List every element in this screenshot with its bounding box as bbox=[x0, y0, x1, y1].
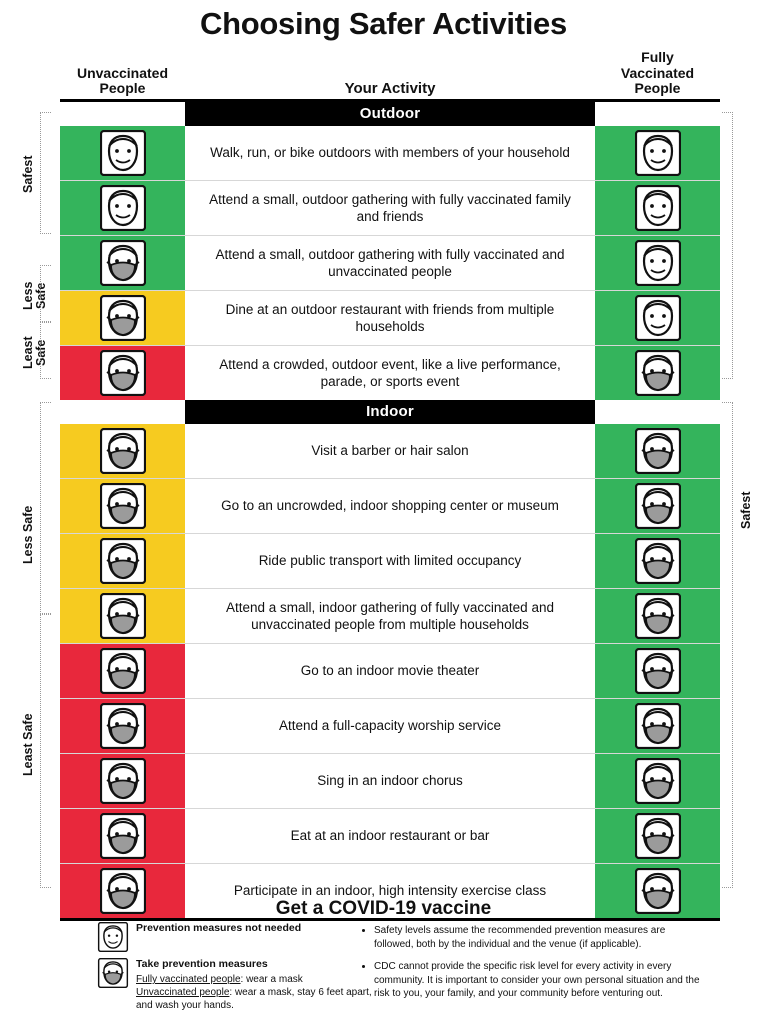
unvaccinated-risk-cell bbox=[60, 181, 185, 235]
risk-label-safest-vaccinated: Safest bbox=[739, 491, 753, 529]
footer-note-1: • Safety levels assume the recommended prevention measures are followed, both by the individual and the venue (if applicable). bbox=[374, 924, 700, 951]
footer-note-2: • CDC cannot provide the specific risk level for every activity in every community. It is important to consider your own personal situation and the risk to you, your family, and your community before venturing out. bbox=[374, 960, 700, 1001]
activity-label: Dine at an outdoor restaurant with friends from multiple households bbox=[225, 301, 555, 335]
legend bbox=[96, 922, 386, 1018]
vaccinated-risk-cell bbox=[595, 534, 720, 588]
vaccinated-risk-cell bbox=[595, 644, 720, 698]
header-unvaccinated-line2: People bbox=[99, 80, 146, 97]
risk-label-less-safe-indoor: Less Safe bbox=[21, 505, 35, 565]
header-unvaccinated bbox=[60, 66, 185, 97]
bracket-less-safe-indoor bbox=[40, 402, 51, 614]
unvaccinated-risk-cell bbox=[60, 754, 185, 808]
legend-sub-fully: Fully vaccinated people bbox=[136, 974, 241, 986]
activity-row bbox=[60, 644, 720, 699]
bracket-safest-outdoor-right bbox=[722, 112, 733, 379]
activity-row bbox=[60, 754, 720, 809]
legend-item-take-measures bbox=[96, 958, 386, 1012]
bracket-least-safe-indoor bbox=[40, 614, 51, 888]
vaccinated-risk-cell bbox=[595, 754, 720, 808]
legend-item-no-measures bbox=[96, 922, 386, 952]
section-bar-outdoor: Outdoor bbox=[185, 102, 595, 126]
activity-chart bbox=[60, 50, 720, 921]
risk-label-least-safe-outdoor: Least Safe bbox=[21, 336, 49, 370]
unvaccinated-risk-cell bbox=[60, 291, 185, 345]
vaccinated-risk-cell bbox=[595, 809, 720, 863]
bracket-less-safe-outdoor bbox=[40, 265, 51, 322]
activity-label: Attend a small, indoor gathering of fully vaccinated and unvaccinated people from multiple households bbox=[226, 599, 554, 633]
activity-label: Visit a barber or hair salon bbox=[311, 443, 469, 459]
header-vaccinated-line2: Vaccinated bbox=[620, 64, 695, 81]
vaccinated-risk-cell bbox=[595, 126, 720, 180]
page-title: Choosing Safer Activities bbox=[200, 6, 567, 41]
legend-sub-fully-rest: : wear a mask bbox=[240, 974, 303, 986]
vaccinated-risk-cell bbox=[595, 699, 720, 753]
legend-sub-unvax: Unvaccinated people bbox=[136, 987, 230, 999]
unvaccinated-risk-cell bbox=[60, 424, 185, 478]
person-mask-icon bbox=[96, 958, 130, 988]
header-vaccinated-line3: People bbox=[634, 80, 681, 97]
activity-label: Participate in an indoor, high intensity exercise class bbox=[233, 883, 547, 899]
risk-label-less-safe-outdoor: Less Safe bbox=[21, 281, 49, 311]
vaccinated-risk-cell bbox=[595, 589, 720, 643]
activity-label: Eat at an indoor restaurant or bar bbox=[290, 828, 490, 844]
unvaccinated-risk-cell bbox=[60, 589, 185, 643]
activity-label: Attend a small, outdoor gathering with fully vaccinated and unvaccinated people bbox=[215, 246, 565, 280]
bracket-safest-indoor-right bbox=[722, 402, 733, 888]
activity-label: Sing in an indoor chorus bbox=[317, 773, 463, 789]
header-unvaccinated-line1: Unvaccinated bbox=[76, 64, 169, 81]
legend-sub-text bbox=[136, 973, 386, 1012]
activity-row bbox=[60, 479, 720, 534]
activity-row bbox=[60, 534, 720, 589]
activity-row bbox=[60, 346, 720, 400]
activity-row bbox=[60, 699, 720, 754]
vaccinated-risk-cell bbox=[595, 236, 720, 290]
activity-row bbox=[60, 181, 720, 236]
legend-label-take-measures: Take prevention measures bbox=[136, 958, 268, 970]
activity-row bbox=[60, 236, 720, 291]
unvaccinated-risk-cell bbox=[60, 809, 185, 863]
vaccinated-risk-cell bbox=[595, 346, 720, 400]
activity-label: Walk, run, or bike outdoors with members of your household bbox=[210, 145, 570, 161]
vaccinated-risk-cell bbox=[595, 424, 720, 478]
activity-label: Attend a crowded, outdoor event, like a live performance, parade, or sports event bbox=[219, 356, 561, 390]
footer-notes bbox=[360, 924, 700, 1010]
activity-label: Go to an uncrowded, indoor shopping center or museum bbox=[221, 498, 559, 514]
chart-header bbox=[60, 50, 720, 102]
header-vaccinated-line1: Fully bbox=[641, 49, 674, 65]
unvaccinated-risk-cell bbox=[60, 346, 185, 400]
activity-row bbox=[60, 809, 720, 864]
unvaccinated-risk-cell bbox=[60, 644, 185, 698]
bracket-safest-outdoor bbox=[40, 112, 51, 234]
legend-label-no-measures: Prevention measures not needed bbox=[136, 922, 302, 934]
header-your-activity: Your Activity bbox=[344, 80, 436, 98]
vaccinated-risk-cell bbox=[595, 181, 720, 235]
person-no-mask-icon bbox=[96, 922, 130, 952]
unvaccinated-risk-cell bbox=[60, 479, 185, 533]
vaccinated-risk-cell bbox=[595, 291, 720, 345]
activity-row bbox=[60, 291, 720, 346]
header-vaccinated bbox=[595, 50, 720, 97]
risk-label-least-safe-indoor: Least Safe bbox=[21, 713, 35, 777]
rows-outdoor bbox=[60, 126, 720, 400]
footer-title: Get a COVID-19 vaccine bbox=[275, 898, 492, 919]
activity-label: Attend a small, outdoor gathering with fully vaccinated family and friends bbox=[209, 191, 571, 225]
section-bar-indoor: Indoor bbox=[185, 400, 595, 424]
activity-label: Go to an indoor movie theater bbox=[300, 663, 480, 679]
rows-indoor bbox=[60, 424, 720, 918]
activity-row bbox=[60, 126, 720, 181]
vaccinated-risk-cell bbox=[595, 479, 720, 533]
unvaccinated-risk-cell bbox=[60, 534, 185, 588]
bracket-least-safe-outdoor bbox=[40, 322, 51, 379]
activity-row bbox=[60, 424, 720, 479]
unvaccinated-risk-cell bbox=[60, 699, 185, 753]
unvaccinated-risk-cell bbox=[60, 126, 185, 180]
activity-label: Attend a full-capacity worship service bbox=[278, 718, 502, 734]
activity-row bbox=[60, 589, 720, 644]
risk-label-safest-outdoor: Safest bbox=[21, 155, 35, 193]
unvaccinated-risk-cell bbox=[60, 236, 185, 290]
activity-label: Ride public transport with limited occupancy bbox=[258, 553, 522, 569]
legend-sub-unvax-rest: : wear a mask, stay 6 feet apart, and wash your hands. bbox=[136, 987, 372, 1012]
